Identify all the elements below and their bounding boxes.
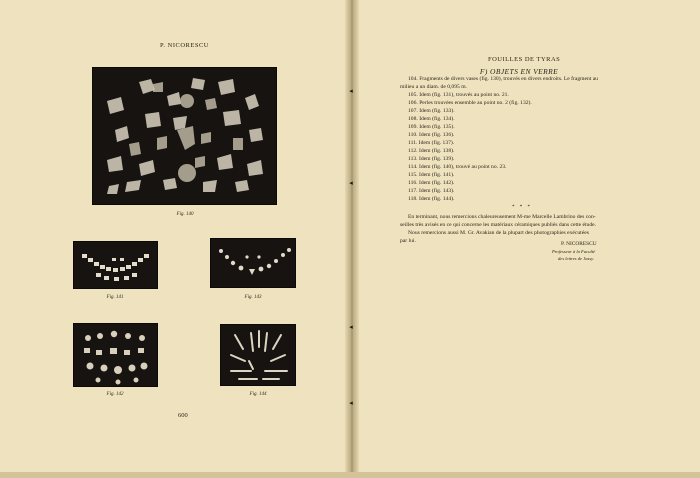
section-title: F) OBJETS EN VERRE [479,67,559,76]
binding-stitch: ◂ [349,179,353,187]
figure-140-photo [92,67,277,205]
figure-143-caption: Fig. 143 [244,295,262,300]
figure-142-photo [73,323,158,387]
catalogue-item: 110. Idem (fig. 136). [408,132,455,138]
section-separator: * * * [512,205,532,210]
page-bottom-edge [0,472,700,478]
catalogue-item: 107. Idem (fig. 133). [408,108,455,114]
figure-142-caption: Fig. 142 [106,392,124,397]
figure-141-caption: Fig. 141 [106,295,124,300]
beads-image-143 [211,239,296,288]
left-folio: 600 [178,412,188,419]
closing-line: Nous remercions aussi M. Gr. Avakian de la plupart des photographies exécutées [408,230,589,236]
catalogue-item: 104. Fragments de divers vases (fig. 130), trouvés en divers endroits. Le fragment au [408,76,598,82]
closing-line: En terminant, nous remercions chaleureusement M-me Marcelle Lambrino des con- [408,214,596,220]
binding-stitch: ◂ [349,399,353,407]
catalogue-item: 113. Idem (fig. 139). [408,156,455,162]
beads-image-142 [74,324,158,387]
binding-stitch: ◂ [349,87,353,95]
signature-institution: des lettres de Jassy. [558,256,595,261]
closing-line: seilles très avisés en ce qui concerne les matériaux céramiques publiés dans cette étude. [400,222,597,228]
catalogue-item: 114. Idem (fig. 140), trouvé au point no. 23. [408,164,507,170]
figure-143-photo [210,238,296,288]
catalogue-item: 118. Idem (fig. 144). [408,196,455,202]
catalogue-item: 105. Idem (fig. 131), trouvés au point no. 21. [408,92,509,98]
catalogue-item: 111. Idem (fig. 137). [408,140,455,146]
catalogue-item: 116. Idem (fig. 142). [408,180,455,186]
catalogue-item: 109. Idem (fig. 135). [408,124,455,130]
figure-144-photo [220,324,296,386]
glass-rods-image [221,325,296,386]
catalogue-item: 117. Idem (fig. 143). [408,188,455,194]
figure-144-caption: Fig. 144 [249,392,267,397]
signature-title: Professeur à la Faculté [552,249,596,254]
catalogue-item: milieu a un diam. de 0,095 m. [400,84,467,90]
right-running-head: FOUILLES DE TYRAS [488,56,561,63]
binding-stitch: ◂ [349,323,353,331]
left-running-head: P. NICORESCU [160,42,209,49]
beads-image-141 [74,242,158,289]
catalogue-item: 108. Idem (fig. 134). [408,116,455,122]
catalogue-item: 115. Idem (fig. 141). [408,172,455,178]
glass-fragments-image [93,68,277,205]
figure-140-caption: Fig. 140 [176,212,194,217]
catalogue-item: 112. Idem (fig. 138). [408,148,455,154]
signature-name: P. NICORESCU [561,241,597,247]
closing-line: par lui. [400,238,416,244]
figure-141-photo [73,241,158,289]
catalogue-item: 106. Perles trouvées ensemble au point no. 2 (fig. 132). [408,100,532,106]
